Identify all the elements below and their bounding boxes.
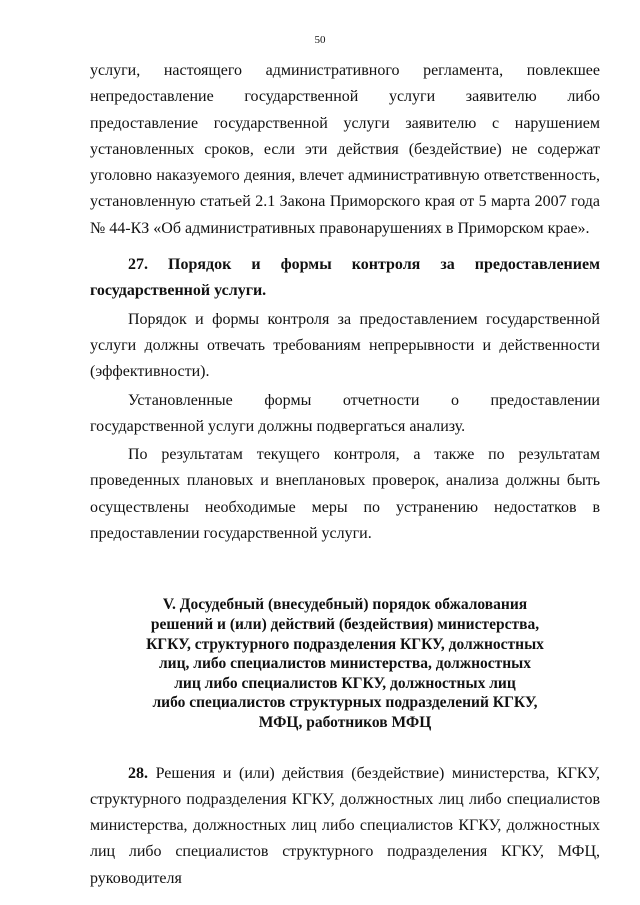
section-heading-line: лиц либо специалистов КГКУ, должностных лиц [174,674,516,692]
section-heading-line: КГКУ, структурного подразделения КГКУ, должностных [146,635,544,653]
heading-item-27 [90,252,600,305]
heading-item-27-text: 27. Порядок и формы контроля за предоставлением государственной услуги. [90,256,600,300]
item-28-text: Решения и (или) действия (бездействие) министерства, КГКУ, структурного подразделения КГКУ, должностных лиц либо специалистов министерства, должностных лиц либо специалистов КГКУ, должностных лиц либо специалистов структурного подразделения КГКУ, МФЦ, руководителя [90,764,601,887]
section-heading-line: МФЦ, работников МФЦ [258,713,432,731]
paragraph-item-28 [90,761,600,892]
paragraph-reporting: Установленные формы отчетности о предоставлении государственной услуги должны подвергаться анализу. [90,391,600,435]
paragraph-inspection-results: По результатам текущего контроля, а также по результатам проведенных плановых и внеплановых проверок, анализа должны быть осуществлены необходимые меры по устранению недостатков в предоставлении государственной услуги. [90,446,600,543]
paragraph-liability: услуги, настоящего административного регламента, повлекшее непредоставление государственной услуги заявителю либо предоставление государственной услуги заявителю с нарушением установленных сроков, если эти действия (бездействие) не содержат уголовно наказуемого деяния, влечет административную ответственность, установленную статьей 2.1 Закона Приморского края от 5 марта 2007 года № 44-КЗ «Об административных правонарушениях в Приморском крае». [90,62,600,237]
section-heading-line: решений и (или) действий (бездействия) министерства, [150,615,540,633]
page-number: 50 [314,34,326,46]
item-28-number: 28. [128,764,148,782]
section-heading-line: либо специалистов структурных подразделений КГКУ, [152,694,538,712]
document-body [90,58,600,892]
paragraph-control-forms: Порядок и формы контроля за предоставлением государственной услуги должны отвечать требованиям непрерывности и действенности (эффективности). [90,310,600,381]
section-heading-line: V. Досудебный (внесудебный) порядок обжалования [162,596,528,614]
section-heading-line: лиц, либо специалистов министерства, должностных [158,655,532,673]
section-heading [90,595,600,732]
